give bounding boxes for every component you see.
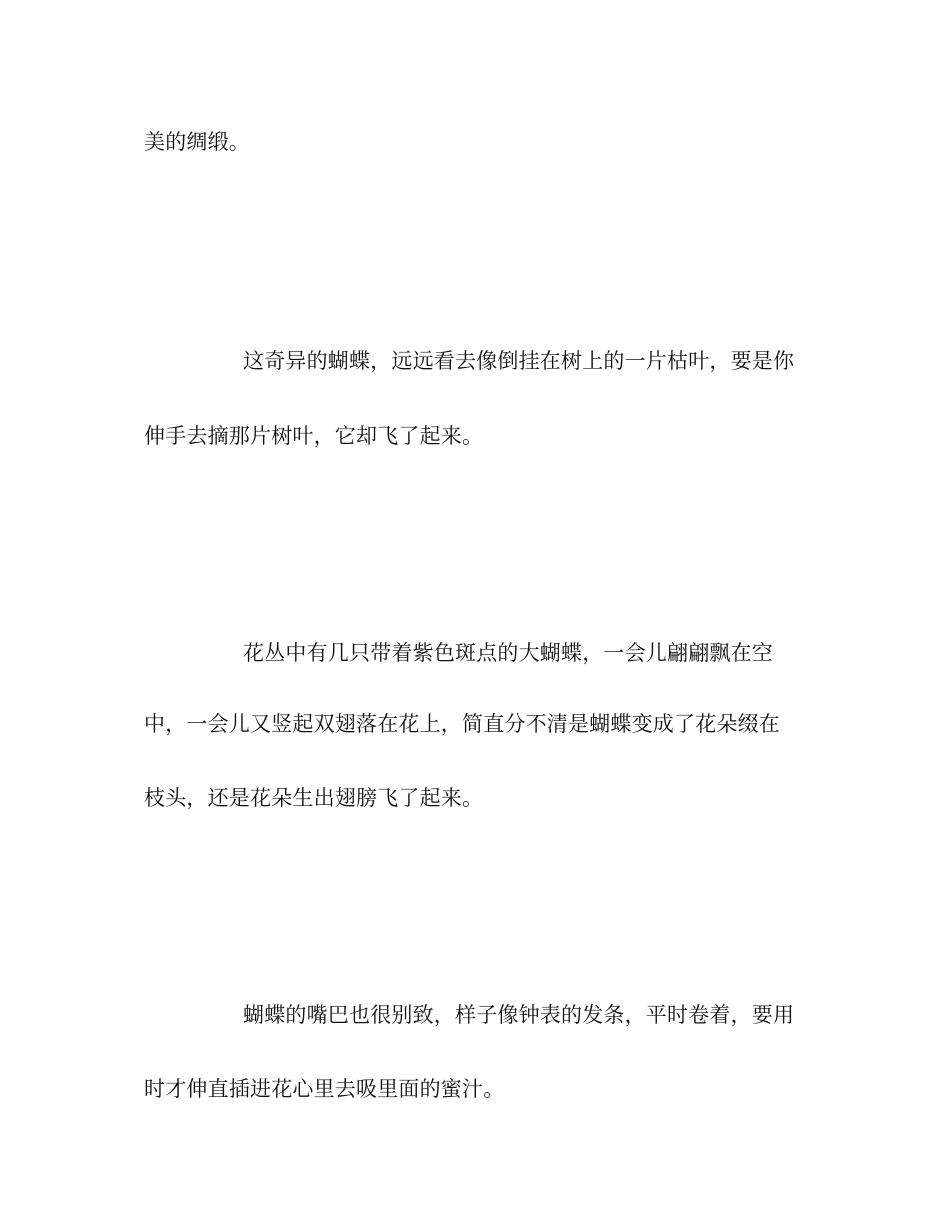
paragraph-first-line: 花丛中有几只带着紫色斑点的大蝴蝶，一会儿翩翩飘在空 <box>243 641 773 665</box>
text-line: 中，一会儿又竖起双翅落在花上，简直分不清是蝴蝶变成了花朵缀在 <box>144 712 780 736</box>
text-line: 枝头，还是花朵生出翅膀飞了起来。 <box>144 786 484 810</box>
paragraph-first-line: 这奇异的蝴蝶，远远看去像倒挂在树上的一片枯叶，要是你 <box>243 349 795 373</box>
text-line: 伸手去摘那片树叶，它却飞了起来。 <box>144 424 484 448</box>
paragraph-first-line: 蝴蝶的嘴巴也很别致，样子像钟表的发条，平时卷着，要用 <box>243 1003 795 1027</box>
text-line: 美的绸缎。 <box>144 130 250 154</box>
text-line: 时才伸直插进花心里去吸里面的蜜汁。 <box>144 1077 505 1101</box>
